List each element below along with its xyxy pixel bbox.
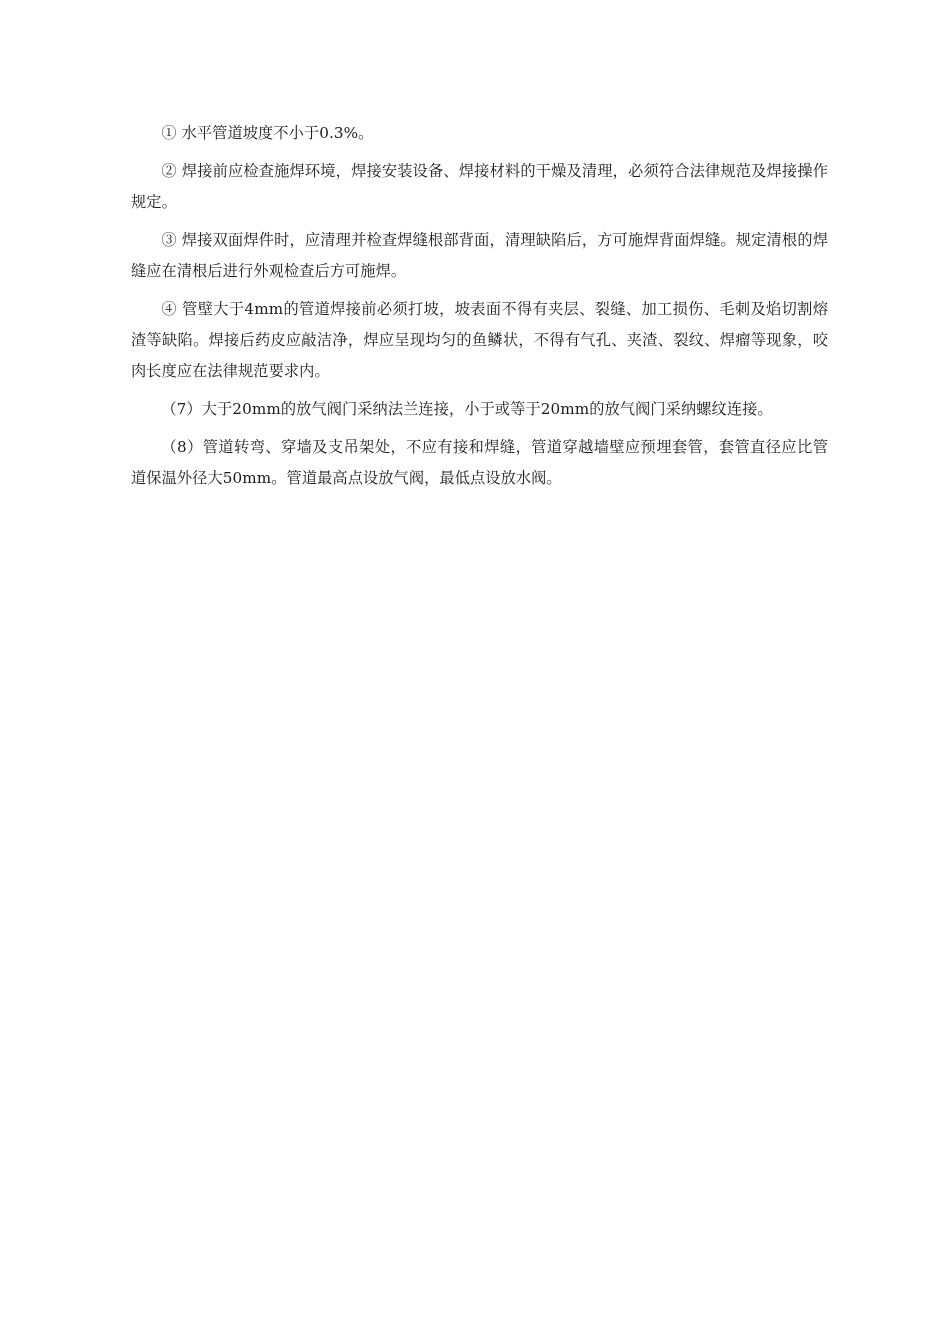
- paragraph-pipe-routing: （8）管道转弯、穿墙及支吊架处，不应有接和焊缝，管道穿越墙壁应预埋套管，套管直径应比管道保温外径大50mm。管道最高点设放气阀，最低点设放水阀。: [131, 438, 828, 487]
- paragraph-double-sided-weld: ③ 焊接双面焊件时，应清理并检查焊缝根部背面，清理缺陷后，方可施焊背面焊缝。规定清根的焊缝应在清根后进行外观检查后方可施焊。: [131, 231, 828, 280]
- paragraph-vent-valve-connection: （7）大于20mm的放气阀门采纳法兰连接，小于或等于20mm的放气阀门采纳螺纹连接。: [161, 400, 773, 418]
- paragraph-slope: ① 水平管道坡度不小于0.3%。: [161, 124, 374, 142]
- paragraph-bevel-requirements: ④ 管壁大于4mm的管道焊接前必须打坡，坡表面不得有夹层、裂缝、加工损伤、毛刺及焰切割熔渣等缺陷。焊接后药皮应敲洁净，焊应呈现均匀的鱼鳞状，不得有气孔、夹渣、裂纹、焊瘤等现象，咬肉长度应在法律规范要求内。: [131, 300, 828, 380]
- document-body: [131, 118, 828, 501]
- paragraph-pre-weld-check: ② 焊接前应检查施焊环境，焊接安装设备、焊接材料的干燥及清理，必须符合法律规范及焊接操作规定。: [131, 162, 828, 211]
